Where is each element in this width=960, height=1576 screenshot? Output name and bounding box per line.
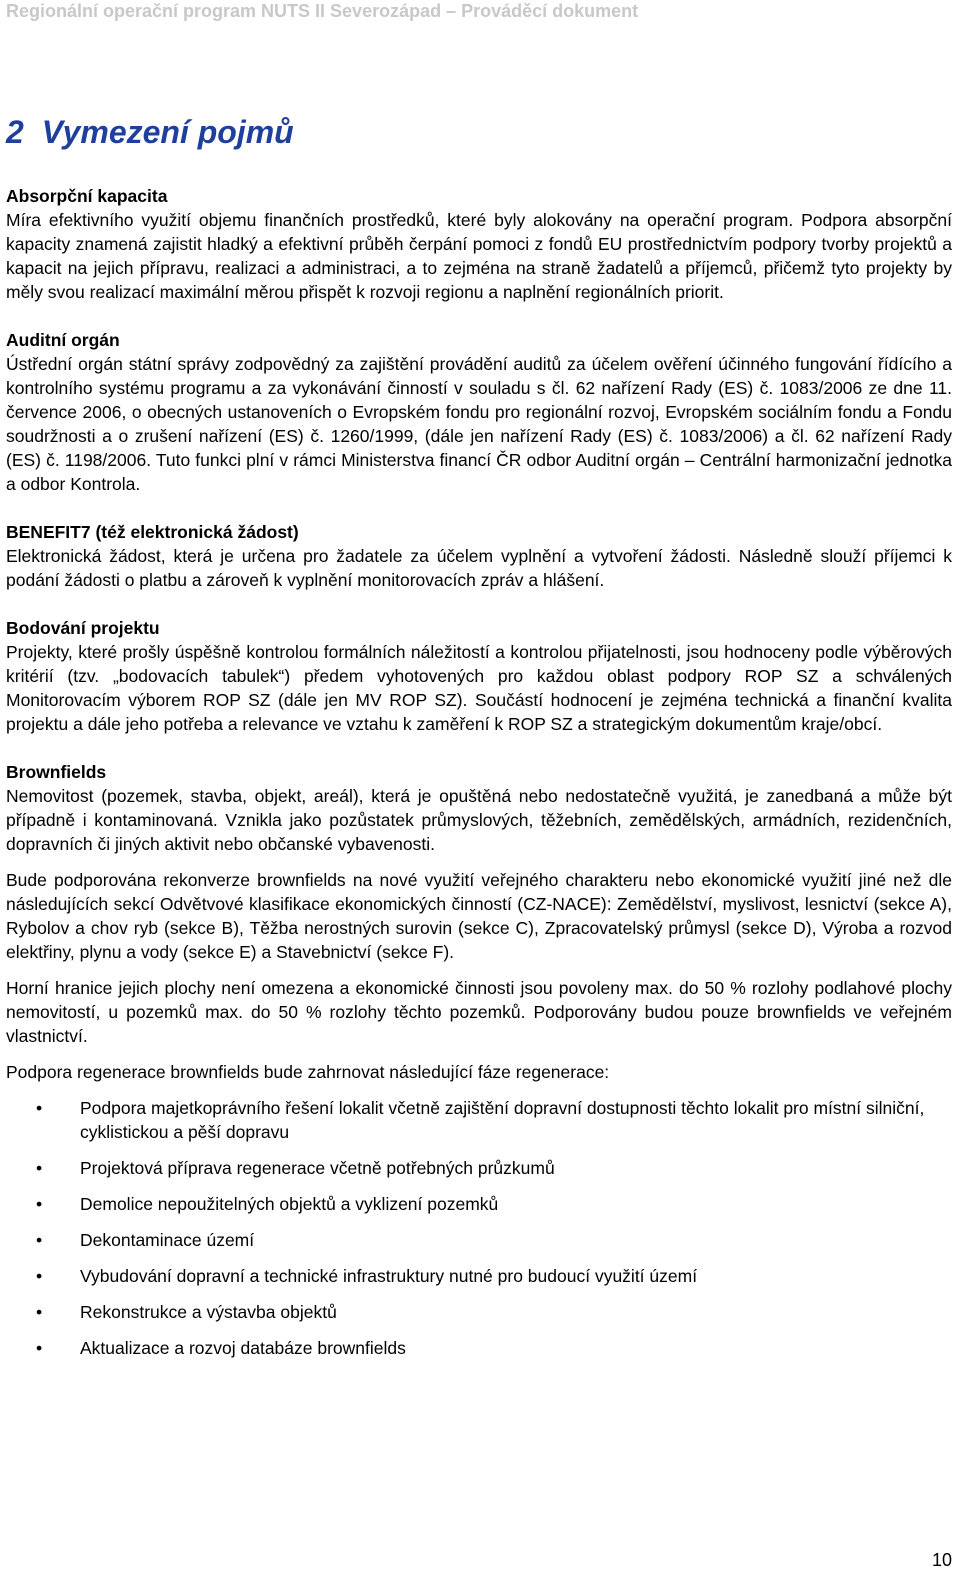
chapter-heading [6, 112, 294, 152]
bullet-icon: • [36, 1266, 43, 1286]
term-brownfields [6, 760, 952, 1360]
bullet-icon: • [36, 1230, 43, 1250]
list-item [6, 1156, 952, 1180]
list-item [6, 1300, 952, 1324]
term-benefit7 [6, 520, 952, 592]
list-item-text: Dekontaminace území [80, 1230, 255, 1250]
list-item [6, 1228, 952, 1252]
term-paragraph: Podpora regenerace brownfields bude zahrnovat následující fáze regenerace: [6, 1062, 610, 1082]
list-item [6, 1192, 952, 1216]
document-body [6, 184, 952, 1372]
regeneration-phases-list [6, 1096, 952, 1360]
term-definition: Ústřední orgán státní správy zodpovědný za zajištění provádění auditů za účelem ověření účinného fungování řídícího a kontrolního systému programu a za vykonávání činností v souladu s čl. 62 nařízení Rady (ES) č. 1083/2006 ze dne 11. července 2006, o obecných ustanoveních o Evropském fondu pro regionální rozvoj, Evropském sociálním fondu a Fondu soudržnosti a o zrušení nařízení (ES) č. 1260/1999, (dále jen nařízení Rady (ES) č. 1083/2006) a čl. 62 nařízení Rady (ES) č. 1198/2006. Tuto funkci plní v rámci Ministerstva financí ČR odbor Auditní orgán – Centrální harmonizační jednotka a odbor Kontrola. [6, 354, 952, 494]
term-definition: Elektronická žádost, která je určena pro žadatele za účelem vyplnění a vytvoření žádosti. Následně slouží příjemci k podání žádosti o platbu a zároveň k vyplnění monitorovacích zpráv a hlášení. [6, 546, 952, 590]
term-title: Bodování projektu [6, 618, 160, 638]
running-header: Regionální operační program NUTS II Severozápad – Prováděcí dokument [6, 1, 639, 21]
chapter-title: Vymezení pojmů [41, 114, 294, 150]
term-title: Auditní orgán [6, 330, 120, 350]
list-item-text: Aktualizace a rozvoj databáze brownfields [80, 1338, 406, 1358]
list-item-text: Vybudování dopravní a technické infrastruktury nutné pro budoucí využití území [80, 1266, 698, 1286]
term-definition: Nemovitost (pozemek, stavba, objekt, areál), která je opuštěná nebo nedostatečně využitá, je zanedbaná a může být případně i kontaminovaná. Vznikla jako pozůstatek průmyslových, těžebních, zemědělských, armádních, rezidenčních, dopravních či jiných aktivit nebo občanské vybavenosti. [6, 786, 952, 854]
term-absorpcni-kapacita [6, 184, 952, 304]
bullet-icon: • [36, 1158, 43, 1178]
bullet-icon: • [36, 1338, 43, 1358]
term-auditni-organ [6, 328, 952, 496]
bullet-icon: • [36, 1194, 43, 1214]
term-definition: Míra efektivního využití objemu finančních prostředků, které byly alokovány na operační program. Podpora absorpční kapacity znamená zajistit hladký a efektivní průběh čerpání pomoci z fondů EU prostřednictvím podpory tvorby projektů a kapacit na jejich přípravu, realizaci a administraci, a to zejména na straně žadatelů a příjemců, přičemž tyto projekty by měly svou realizací maximální měrou přispět k rozvoji regionu a naplnění regionálních priorit. [6, 210, 952, 302]
list-item-text: Projektová příprava regenerace včetně potřebných průzkumů [80, 1158, 555, 1178]
list-item [6, 1336, 952, 1360]
bullet-icon: • [36, 1098, 43, 1118]
term-title: Brownfields [6, 762, 107, 782]
term-title: BENEFIT7 (též elektronická žádost) [6, 522, 299, 542]
term-title: Absorpční kapacita [6, 186, 168, 206]
bullet-icon: • [36, 1302, 43, 1322]
term-paragraph: Horní hranice jejich plochy není omezena a ekonomické činnosti jsou povoleny max. do 50 % rozlohy podlahové plochy nemovitostí, u pozemků max. do 50 % rozlohy těchto pozemků. Podporovány budou pouze brownfields ve veřejném vlastnictví. [6, 978, 952, 1046]
list-item-text: Podpora majetkoprávního řešení lokalit včetně zajištění dopravní dostupnosti těchto lokalit pro místní silniční, cyklistickou a pěší dopravu [80, 1098, 925, 1142]
term-definition: Projekty, které prošly úspěšně kontrolou formálních náležitostí a kontrolou přijatelnosti, jsou hodnoceny podle výběrových kritérií (tzv. „bodovacích tabulek“) předem vyhotovených pro každou oblast podpory ROP SZ a schválených Monitorovacím výborem ROP SZ (dále jen MV ROP SZ). Součástí hodnocení je zejména technická a finanční kvalita projektu a dále jeho potřeba a relevance ve vztahu k zaměření k ROP SZ a strategickým dokumentům kraje/obcí. [6, 642, 952, 734]
term-paragraph: Bude podporována rekonverze brownfields na nové využití veřejného charakteru nebo ekonomické využití jiné než dle následujících sekcí Odvětvové klasifikace ekonomických činností (CZ-NACE): Zemědělství, myslivost, lesnictví (sekce A), Rybolov a chov ryb (sekce B), Těžba nerostných surovin (sekce C), Zpracovatelský průmysl (sekce D), Výroba a rozvod elektřiny, plynu a vody (sekce E) a Stavebnictví (sekce F). [6, 870, 952, 962]
list-item-text: Demolice nepoužitelných objektů a vyklizení pozemků [80, 1194, 499, 1214]
list-item-text: Rekonstrukce a výstavba objektů [80, 1302, 337, 1322]
chapter-number: 2 [6, 114, 24, 150]
term-bodovani-projektu [6, 616, 952, 736]
list-item [6, 1096, 952, 1144]
list-item [6, 1264, 952, 1288]
page-number: 10 [931, 1550, 952, 1570]
